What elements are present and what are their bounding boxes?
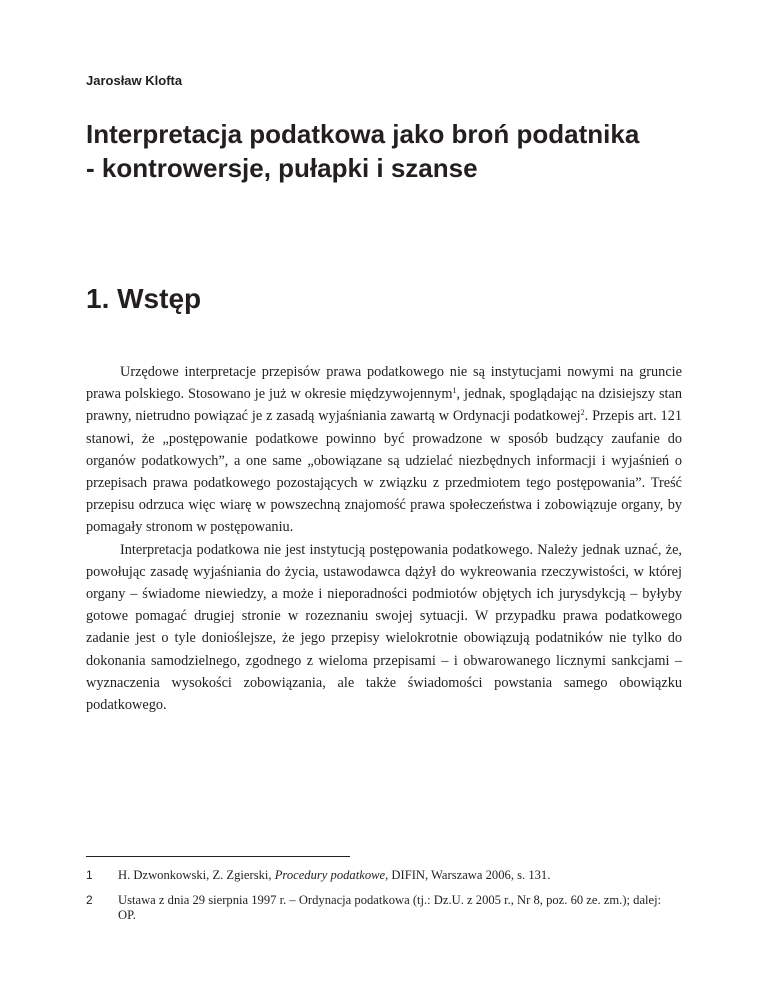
section-heading: 1. Wstęp (86, 283, 202, 314)
paragraph-1 (86, 361, 682, 539)
paragraph-1-part-b: , jednak, spoglądając na dzisiejszy stan prawny, nietrudno powiązać je z zasadą wyjaśniania zawartą w Ordynacji podatkowej (86, 386, 683, 425)
footnotes (86, 868, 682, 933)
footnote-1-book-title: Procedury podatkowe (274, 868, 386, 882)
footnote-number: 1 (86, 868, 93, 882)
article-title (86, 117, 686, 185)
footnote-1-authors: H. Dzwonkowski, Z. Zgierski, (118, 868, 275, 882)
body-text (86, 361, 682, 716)
footnote-ref-1[interactable]: 1 (452, 386, 457, 396)
footnote-number: 2 (86, 893, 93, 907)
footnote-text: Ustawa z dnia 29 sierpnia 1997 r. – Ordynacja podatkowa (tj.: Dz.U. z 2005 r., Nr 8, poz. 60 ze. zm.); dalej: OP. (118, 893, 662, 922)
footnote-ref-2[interactable]: 2 (580, 408, 585, 418)
paragraph-1-part-c: . Przepis art. 121 stanowi, że „postępowanie podatkowe powinno być prowadzone w sposób budzący zaufanie do organów podatkowych”, a one same „obowiązane są udzielać niezbędnych informacji i wyjaśnień o przepisach prawa podatkowego pozostających w związku z przedmiotem tego postępowania”. Treść przepisu odrzuca więc wiarę w powszechną znajomość prawa społeczeństwa i zobowiązuje organy, by pomagały stronom w postępowaniu. (86, 408, 682, 536)
footnote-2 (86, 893, 682, 923)
title-line-1: Interpretacja podatkowa jako broń podatnika (86, 119, 640, 149)
footnote-1 (86, 868, 682, 883)
footnote-divider (86, 856, 350, 857)
paragraph-1-part-a: Urzędowe interpretacje przepisów prawa podatkowego nie są instytucjami nowymi na gruncie prawa polskiego. Stosowano je już w okresie międzywojennym (86, 364, 682, 403)
footnote-1-publication: , DIFIN, Warszawa 2006, s. 131. (385, 868, 551, 882)
author-name: Jarosław Klofta (86, 73, 183, 88)
paragraph-2: Interpretacja podatkowa nie jest instytucją postępowania podatkowego. Należy jednak uznać, że, powołując zasadę wyjaśniania do życia, ustawodawca dążył do wykreowania rzeczywistości, w której organy – świadome niewiedzy, a może i nieporadności podmiotów objętych ich jurysdykcją – byłyby gotowe pomagać drugiej stronie w rozeznaniu swojej sytuacji. W przypadku prawa podatkowego zadanie jest o tyle donioślejsze, że jego przepisy wielokrotnie obowiązują podatników nie tylko do dokonania samodzielnego, zgodnego z wieloma przepisami – i obwarowanego licznymi sankcjami – wyznaczenia wysokości zobowiązania, ale także świadomości powstania samego obowiązku podatkowego. (86, 541, 682, 714)
footnote-text (118, 868, 682, 883)
title-line-2: - kontrowersje, pułapki i szanse (86, 153, 478, 183)
